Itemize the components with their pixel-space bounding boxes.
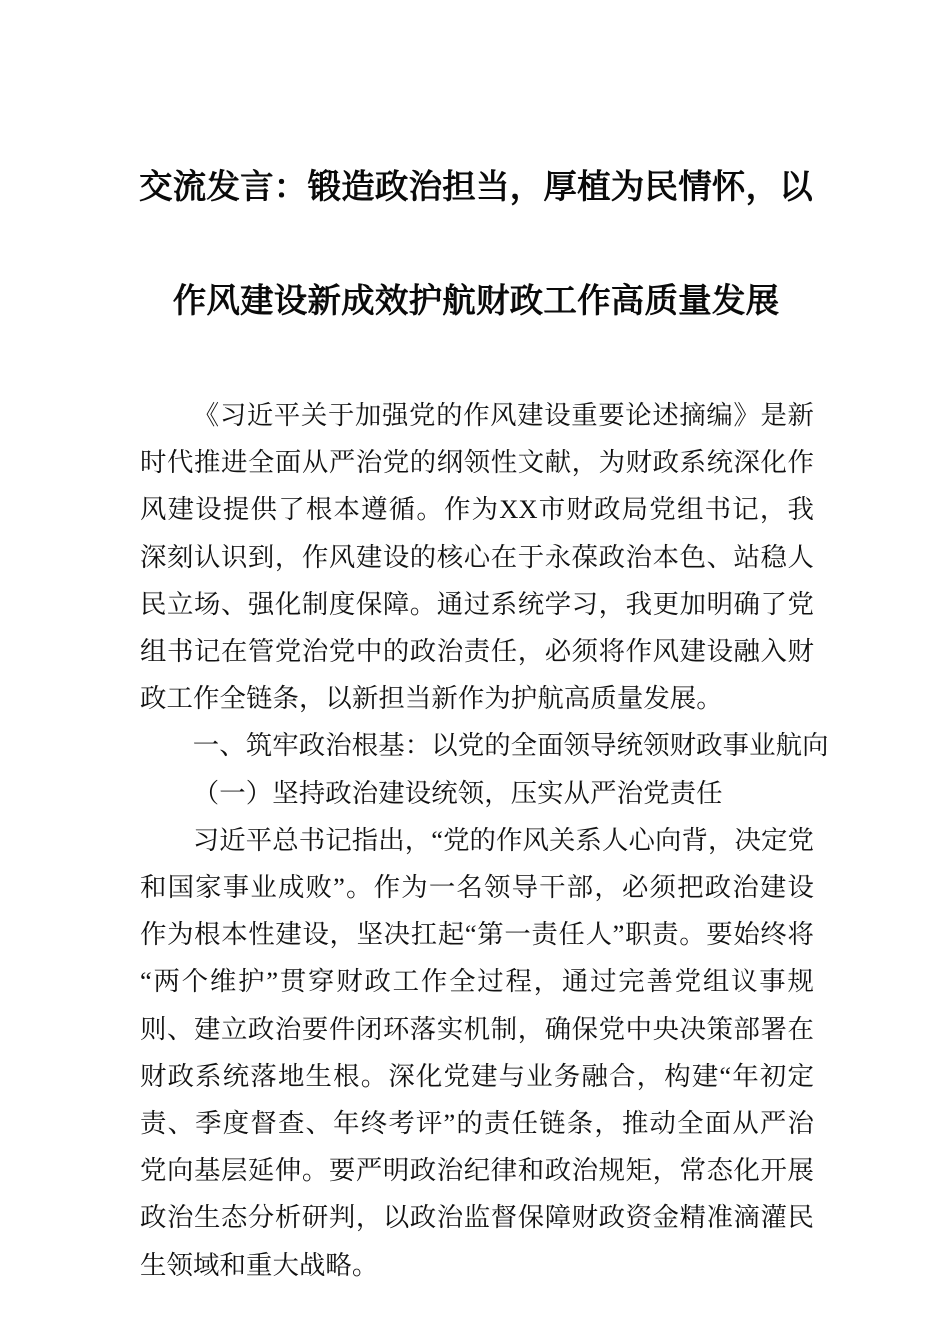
body-paragraph-2: 习近平总书记指出，“党的作风关系人心向背，决定党和国家事业成败”。作为一名领导干部，必须把政治建设作为根本性建设，坚决扛起“第一责任人”职责。要始终将“两个维护”贯穿财政工作全过程，通过完善党组议事规则、建立政治要件闭环落实机制，确保党中央决策部署在财政系统落地生根。深化党建与业务融合，构建“年初定责、季度督查、年终考评”的责任链条，推动全面从严治党向基层延伸。要严明政治纪律和政治规矩，常态化开展政治生态分析研判，以政治监督保障财政资金精准滴灌民生领域和重大战略。 — [140, 824, 814, 1280]
body-paragraph-1: 《习近平关于加强党的作风建设重要论述摘编》是新时代推进全面从严治党的纲领性文献，为财政系统深化作风建设提供了根本遵循。作为XX市财政局党组书记，我深刻认识到，作风建设的核心在于永葆政治本色、站稳人民立场、强化制度保障。通过系统学习，我更加明确了党组书记在管党治党中的政治责任，必须将作风建设融入财政工作全链条，以新担当新作为护航高质量发展。 — [140, 400, 814, 714]
document-title — [138, 130, 814, 358]
section-heading-1: 一、筑牢政治根基：以党的全面领导统领财政事业航向 — [192, 730, 829, 761]
document-title-line-1: 交流发言：锻造政治担当，厚植为民情怀，以 — [139, 167, 813, 206]
document-body — [140, 392, 829, 1289]
section-subheading-1-1: （一）坚持政治建设统领，压实从严治党责任 — [192, 777, 723, 808]
document-title-line-2: 作风建设新成效护航财政工作高质量发展 — [172, 281, 780, 320]
